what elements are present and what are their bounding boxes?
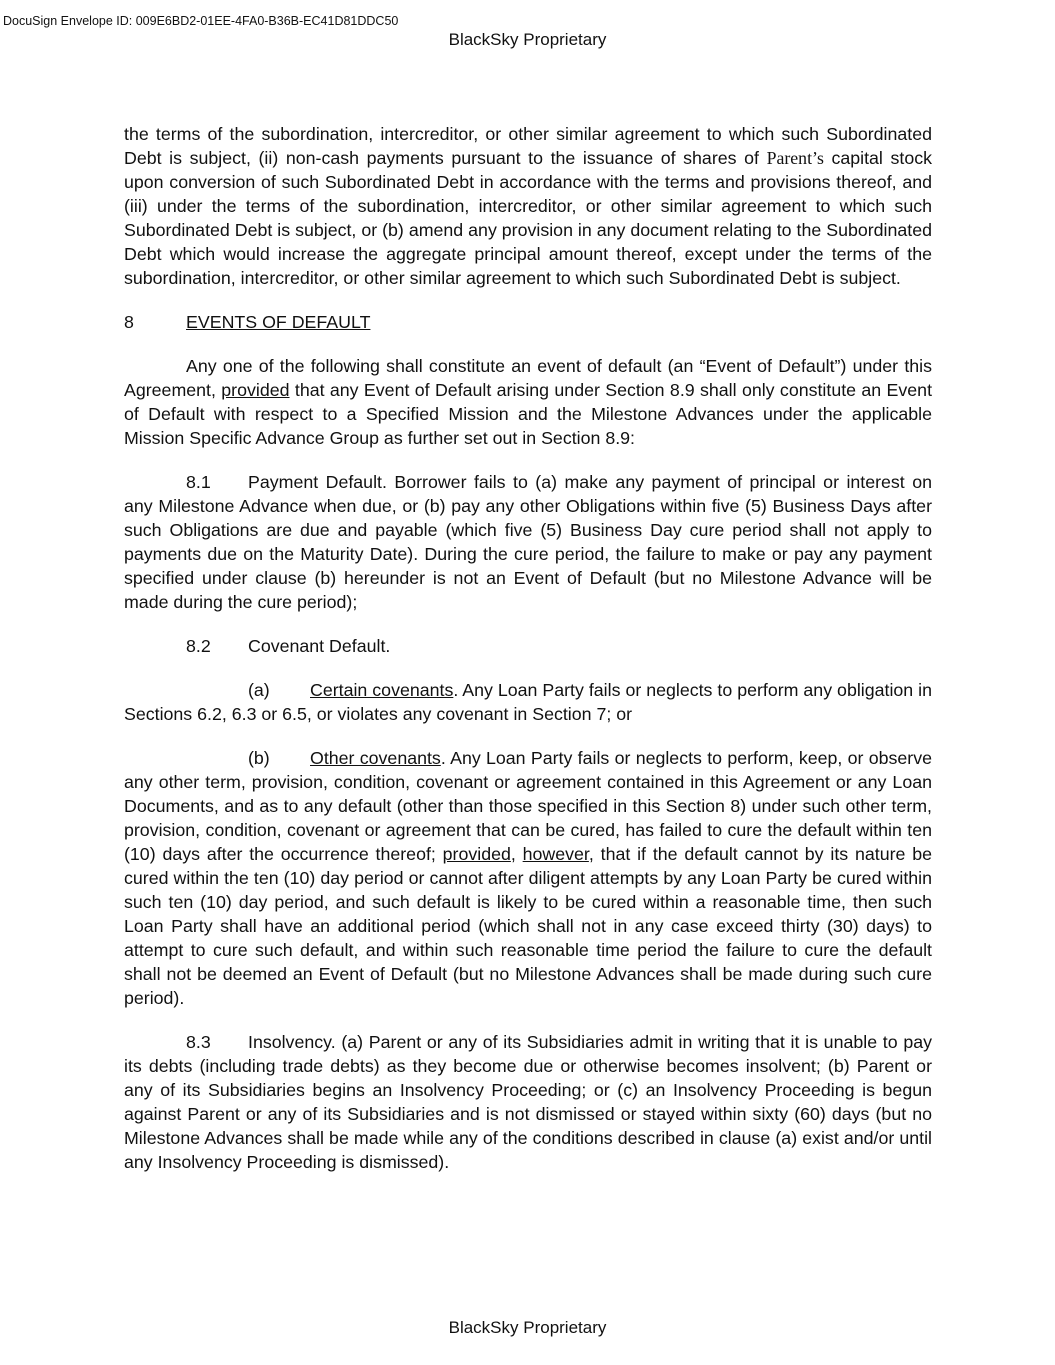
section-8-2-b-however: however (522, 844, 589, 864)
section-8-2-b-provided: provided (442, 844, 511, 864)
section-8-2-b-comma: , (510, 844, 523, 864)
intro-text-b: capital stock upon conversion of such Subordinated Debt in accordance with the terms and provisions thereof, and (iii) under the terms of the subordination, intercreditor, or other similar agreement to which such Subordinated Debt is subject, or (b) amend any provision in any document relating to the Subordinated Debt which would increase the aggregate principal amount thereof, except under the terms of the subordination, intercreditor, or other similar agreement to which such Subordinated Debt is subject. (124, 148, 932, 288)
intro-parent-word: Parent’s (766, 148, 824, 168)
section-8-1-number: 8.1 (186, 472, 211, 492)
section-8-3-text: Insolvency. (a) Parent or any of its Subsidiaries admit in writing that it is unable to pay its debts (including trade debts) as they become due or otherwise becomes insolvent; (b) Parent or any of its Subsidiaries begins an Insolvency Proceeding; or (c) an Insolvency Proceeding is begun against Parent or any of its Subsidiaries and is not dismissed or stayed within sixty (60) days (but no Milestone Advances shall be made while any of the conditions described in clause (a) exist and/or until any Insolvency Proceeding is dismissed). (124, 1032, 932, 1172)
section-8-2-a-text: . Any Loan Party fails or neglects to perform any obligation in Sections 6.2, 6.3 or 6.5, or violates any covenant in Section 7; or (124, 680, 932, 724)
lead-text-b: ) under this Agreement, (124, 356, 932, 400)
section-8-2-b-paragraph (124, 746, 932, 1010)
section-8-2-a-paragraph (124, 678, 932, 726)
section-8-2-heading (124, 634, 932, 658)
docusign-envelope-id: DocuSign Envelope ID: 009E6BD2-01EE-4FA0-B36B-EC41D81DDC50 (3, 14, 399, 28)
document-body (124, 122, 932, 1194)
section-8-2-b-heading: Other covenants (310, 748, 441, 768)
page-footer: BlackSky Proprietary (448, 1318, 607, 1337)
section-8-number: 8 (124, 312, 134, 332)
lead-text-a: Any one of the following shall constitute an event of default (an (186, 356, 700, 376)
section-8-1-paragraph (124, 470, 932, 614)
section-8-3-number: 8.3 (186, 1032, 211, 1052)
section-8-2-a-label: (a) (248, 680, 270, 700)
section-8-2-a-heading: Certain covenants (310, 680, 454, 700)
section-8-2-b-label: (b) (248, 748, 270, 768)
lead-defined-term: “Event of Default” (699, 356, 841, 376)
intro-paragraph (124, 122, 932, 290)
intro-text-a: the terms of the subordination, intercreditor, or other similar agreement to which such Subordinated Debt is subject, (ii) non-cash payments pursuant to the issuance of shares of (124, 124, 932, 168)
lead-provided-term: provided (221, 380, 290, 400)
section-8-2-b-text-b: , that if the default cannot by its nature be cured within the ten (10) day period or cannot after diligent attempts by any Loan Party be cured within such ten (10) day period, and such default is likely to be cured within a reasonable time, then such Loan Party shall have an additional period (which shall not in any case exceed thirty (30) days) to attempt to cure such default, and within such reasonable time period the failure to cure the default shall not be deemed an Event of Default (but no Milestone Advances shall be made during such cure period). (124, 844, 932, 1008)
section-8-1-text: Payment Default. Borrower fails to (a) make any payment of principal or interest on any Milestone Advance when due, or (b) pay any other Obligations within five (5) Business Days after such Obligations are due and payable (which five (5) Business Day cure period shall not apply to payments due on the Maturity Date). During the cure period, the failure to make or pay any payment specified under clause (b) hereunder is not an Event of Default (but no Milestone Advance will be made during the cure period); (124, 472, 932, 612)
section-8-2-b-text-a: . Any Loan Party fails or neglects to perform, keep, or observe any other term, provision, condition, covenant or agreement contained in this Agreement or any Loan Documents, and as to any default (other than those specified in this Section 8) under such other term, provision, condition, covenant or agreement that can be cured, has failed to cure the default within ten (10) days after the occurrence thereof; (124, 748, 932, 864)
section-8-2-number: 8.2 (186, 636, 211, 656)
lead-text-c: that any Event of Default arising under Section 8.9 shall only constitute an Event of Default with respect to a Specified Mission and the Milestone Advances under the applicable Mission Specific Advance Group as further set out in Section 8.9: (124, 380, 933, 448)
page-header: BlackSky Proprietary (448, 30, 607, 49)
section-8-lead-paragraph (124, 354, 932, 450)
section-8-3-paragraph (124, 1030, 932, 1174)
section-8-heading (124, 310, 932, 334)
section-8-2-title: Covenant Default. (248, 636, 391, 656)
section-8-title: EVENTS OF DEFAULT (186, 312, 371, 332)
